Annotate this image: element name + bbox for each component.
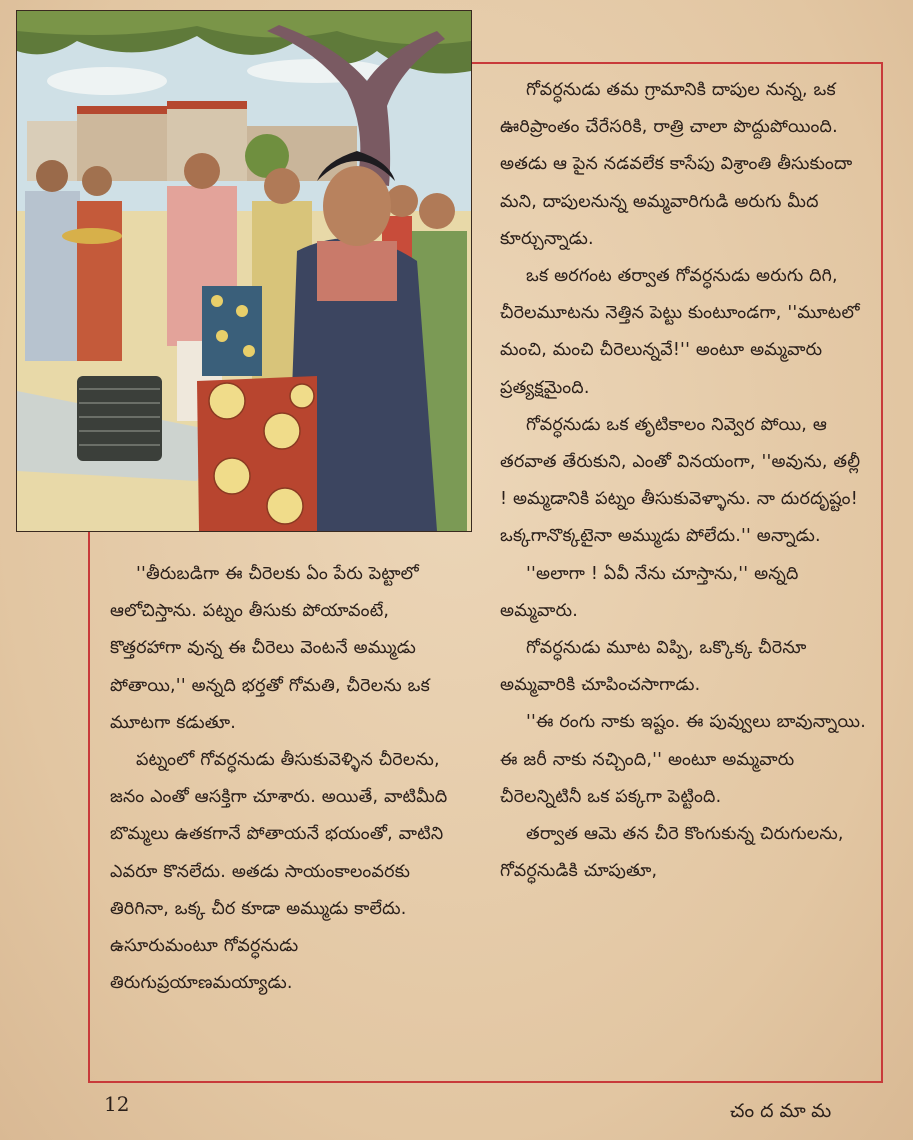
paragraph: పట్నంలో గోవర్ధనుడు తీసుకువెళ్ళిన చీరెలను, జనం ఎంతో ఆసక్తిగా చూశారు. అయితే, వాటిమీది బొమ్మలు ఉతకగానే పోతాయనే భయంతో, వాటిని ఎవరూ కొనలేదు. అతడు సాయంకాలంవరకు తిరిగినా, ఒక్క చీర కూడా అమ్ముడు కాలేదు. ఉసూరుమంటూ గోవర్ధనుడు తిరుగుప్రయాణమయ్యాడు.	[110, 750, 448, 994]
story-illustration	[16, 10, 472, 532]
page-frame-top	[472, 62, 883, 64]
paragraph: తర్వాత ఆమె తన చీరె కొంగుకున్న చిరుగులను, గోవర్ధనుడికి చూపుతూ,	[500, 824, 844, 882]
paragraph: ''ఈ రంగు నాకు ఇష్టం. ఈ పువ్వులు బావున్నాయి. ఈ జరీ నాకు నచ్చింది,'' అంటూ అమ్మవారు చీరెలన్నిటినీ ఒక పక్కగా పెట్టింది.	[500, 712, 866, 807]
paragraph: ''అలాగా ! ఏవీ నేను చూస్తాను,'' అన్నది అమ్మవారు.	[500, 563, 799, 621]
village-scene-icon	[17, 11, 471, 531]
page-frame-bottom	[88, 1081, 883, 1083]
page-frame-left	[88, 532, 90, 1083]
left-text-column	[110, 556, 466, 1002]
paragraph: ఒక అరగంట తర్వాత గోవర్ధనుడు అరుగు దిగి, చీరెలమూటను నెత్తిన పెట్టు కుంటూండగా, ''మూటలో మంచి, మంచి చీరెలున్నవే!'' అంటూ అమ్మవారు ప్రత్యక్షమైంది.	[500, 266, 860, 398]
page-frame-right	[881, 62, 883, 1083]
page-number: 12	[104, 1092, 130, 1116]
paragraph: గోవర్ధనుడు మూట విప్పి, ఒక్కొక్క చీరెనూ అమ్మవారికి చూపించసాగాడు.	[500, 638, 807, 696]
magazine-title: చందమామ	[730, 1100, 838, 1122]
paragraph: గోవర్ధనుడు తమ గ్రామానికి దాపుల నున్న, ఒక ఊరిప్రాంతం చేరేసరికి, రాత్రి చాలా పొద్దుపోయింది. అతడు ఆ పైన నడవలేక కాసేపు విశ్రాంతి తీసుకుందా మని, దాపులనున్న అమ్మవారిగుడి అరుగు మీద కూర్చున్నాడు.	[500, 80, 853, 249]
right-text-column	[500, 72, 872, 890]
paragraph: గోవర్ధనుడు ఒక తృటికాలం నివ్వెర పోయి, ఆ తరవాత తేరుకుని, ఎంతో వినయంగా, ''అవును, తల్లీ ! అమ్మడానికి పట్నం తీసుకువెళ్ళాను. నా దురదృష్టం! ఒక్కగానొక్కటైనా అమ్ముడు పోలేదు.'' అన్నాడు.	[500, 414, 861, 547]
paragraph: ''తీరుబడిగా ఈ చీరెలకు ఏం పేరు పెట్టాలో ఆలోచిస్తాను. పట్నం తీసుకు పోయావంటే, కొత్తరహాగా వున్న ఈ చీరెలు వెంటనే అమ్ముడు పోతాయి,'' అన్నది భర్తతో గోమతి, చీరెలను ఒక మూటగా కడుతూ.	[110, 564, 430, 733]
